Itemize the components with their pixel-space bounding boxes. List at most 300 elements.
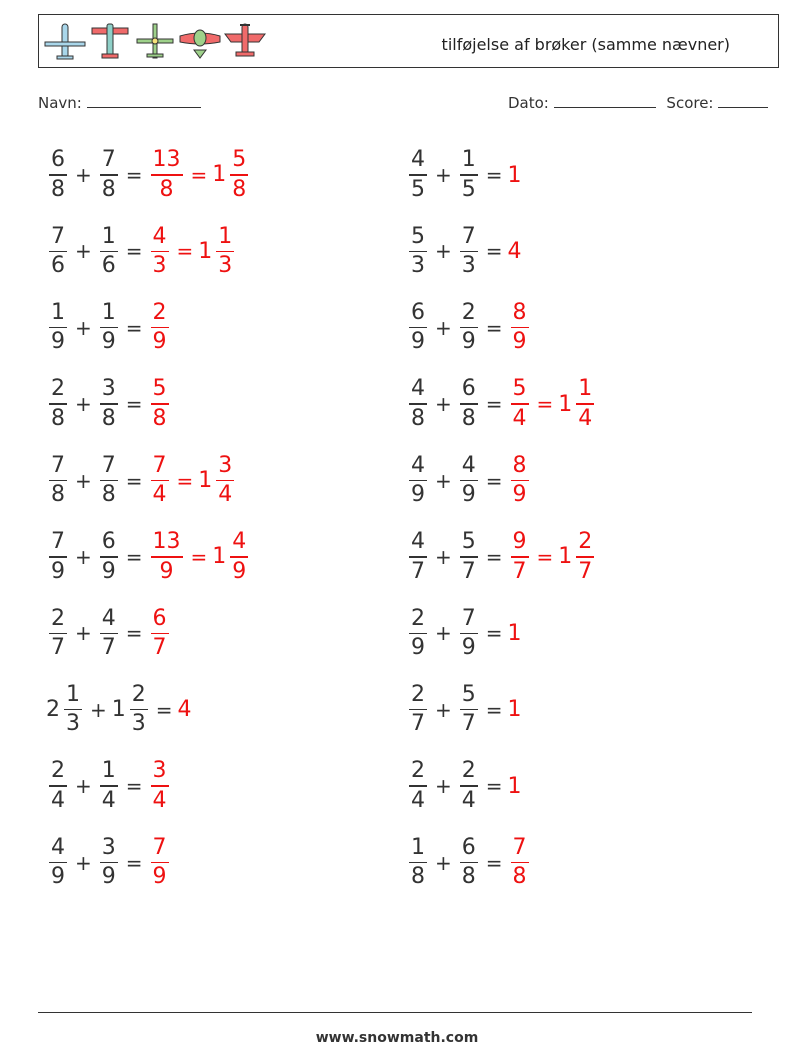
plus-sign: + xyxy=(75,774,92,799)
equals-sign: = xyxy=(485,850,503,875)
fraction xyxy=(460,225,478,278)
fraction xyxy=(49,225,67,278)
fraction-bar xyxy=(100,480,118,481)
fraction-bar xyxy=(409,174,427,175)
numerator: 3 xyxy=(152,758,167,784)
equals-sign: = xyxy=(485,239,503,264)
answer xyxy=(148,301,172,354)
numerator: 2 xyxy=(411,605,425,631)
answer-fraction xyxy=(151,301,169,354)
fraction-bar xyxy=(100,862,118,863)
answer xyxy=(508,774,523,799)
numerator: 6 xyxy=(411,300,425,326)
plus-sign: + xyxy=(435,163,452,187)
plus-sign: + xyxy=(75,468,92,493)
whole-number: 2 xyxy=(46,697,60,723)
plus-sign: + xyxy=(75,545,92,569)
denominator: 9 xyxy=(51,558,65,584)
problem-item xyxy=(406,145,523,205)
numerator: 1 xyxy=(411,834,425,860)
denominator: 9 xyxy=(461,482,476,508)
denominator: 4 xyxy=(152,482,167,508)
fraction xyxy=(49,530,67,583)
numerator: 1 xyxy=(66,682,80,708)
answer xyxy=(508,454,532,507)
denominator: 7 xyxy=(578,558,593,584)
fraction xyxy=(230,530,248,583)
numerator: 9 xyxy=(512,529,527,555)
fraction xyxy=(460,454,478,507)
addend-1 xyxy=(406,530,430,583)
equals-sign: = xyxy=(176,239,194,264)
fraction-bar xyxy=(511,327,529,328)
addend-2 xyxy=(457,377,481,430)
fraction-bar xyxy=(151,862,169,863)
addend-2 xyxy=(112,683,151,736)
numerator: 6 xyxy=(152,605,167,631)
plus-sign: + xyxy=(75,850,92,875)
equals-sign: = xyxy=(485,315,503,340)
denominator: 7 xyxy=(512,558,527,584)
footer-site: www.snowmath.com xyxy=(315,1030,479,1046)
denominator: 4 xyxy=(461,787,476,813)
addend-1 xyxy=(406,836,430,889)
denominator: 7 xyxy=(51,635,65,661)
denominator: 9 xyxy=(152,864,167,890)
fraction-bar xyxy=(151,556,183,557)
fraction xyxy=(49,607,67,660)
answer xyxy=(508,239,523,264)
fraction xyxy=(49,759,67,812)
addend-1 xyxy=(46,759,70,812)
denominator: 9 xyxy=(461,635,476,661)
answer-fraction xyxy=(511,836,529,889)
numerator: 1 xyxy=(101,223,116,249)
fraction-bar xyxy=(216,251,234,252)
answer xyxy=(508,530,598,583)
fraction xyxy=(576,377,594,430)
fraction xyxy=(100,225,118,278)
numerator: 2 xyxy=(131,682,146,708)
answer xyxy=(148,836,172,889)
fraction xyxy=(49,377,67,430)
whole-number: 1 xyxy=(212,162,227,188)
fraction-bar xyxy=(49,480,67,481)
fraction-bar xyxy=(409,785,427,786)
fraction xyxy=(49,454,67,507)
problem-item xyxy=(46,145,251,205)
fraction-bar xyxy=(49,251,67,252)
answer xyxy=(508,377,598,430)
fraction xyxy=(409,225,427,278)
addend-1 xyxy=(46,530,70,583)
numerator: 4 xyxy=(461,452,476,478)
fraction xyxy=(460,607,478,660)
fraction-bar xyxy=(409,327,427,328)
numerator: 4 xyxy=(232,529,247,555)
denominator: 7 xyxy=(101,635,116,661)
answer-fraction xyxy=(151,530,183,583)
numerator: 2 xyxy=(578,529,593,555)
denominator: 4 xyxy=(152,787,167,813)
fraction xyxy=(100,607,118,660)
fraction-bar xyxy=(49,403,67,404)
denominator: 8 xyxy=(152,405,167,431)
denominator: 9 xyxy=(232,558,247,584)
denominator: 6 xyxy=(101,253,116,279)
addend-1 xyxy=(406,377,430,430)
fraction xyxy=(100,148,118,201)
numerator: 4 xyxy=(152,223,167,249)
fraction-bar xyxy=(409,633,427,634)
addend-2 xyxy=(457,836,481,889)
equals-sign: = xyxy=(125,545,143,569)
answer-integer: 4 xyxy=(177,697,192,723)
answer-mixed-number xyxy=(558,530,597,583)
plus-sign: + xyxy=(75,392,92,417)
denominator: 8 xyxy=(232,176,247,202)
denominator: 5 xyxy=(411,176,425,202)
equals-sign: = xyxy=(190,544,208,569)
fraction-bar xyxy=(409,251,427,252)
fraction-bar xyxy=(409,556,427,557)
equals-sign: = xyxy=(125,239,143,264)
fraction-bar xyxy=(460,174,478,175)
answer xyxy=(178,697,193,722)
numerator: 4 xyxy=(411,452,425,478)
date-blank[interactable] xyxy=(554,94,656,108)
answer-fraction xyxy=(151,759,169,812)
numerator: 6 xyxy=(461,376,476,402)
equals-sign: = xyxy=(125,315,143,340)
answer xyxy=(148,377,172,430)
score-label: Score: xyxy=(666,94,714,112)
whole-number: 1 xyxy=(212,544,227,570)
fraction xyxy=(460,836,478,889)
addend-1 xyxy=(46,683,85,736)
numerator: 7 xyxy=(51,452,65,478)
answer-fraction xyxy=(511,530,529,583)
addend-1 xyxy=(46,225,70,278)
fraction-bar xyxy=(100,174,118,175)
numerator: 5 xyxy=(232,147,247,173)
addend-2 xyxy=(457,530,481,583)
answer-fraction xyxy=(511,454,529,507)
fraction xyxy=(100,454,118,507)
numerator: 13 xyxy=(152,529,181,555)
addend-1 xyxy=(46,148,70,201)
denominator: 7 xyxy=(461,711,476,737)
equals-sign: = xyxy=(536,544,554,569)
fraction-bar xyxy=(64,709,82,710)
denominator: 7 xyxy=(152,635,167,661)
problem-item xyxy=(46,451,237,511)
numerator: 8 xyxy=(512,452,527,478)
fraction xyxy=(64,683,82,736)
denominator: 7 xyxy=(411,558,425,584)
denominator: 4 xyxy=(411,787,425,813)
plus-sign: + xyxy=(75,315,92,340)
equals-sign: = xyxy=(485,392,503,417)
fraction-bar xyxy=(151,251,169,252)
denominator: 3 xyxy=(461,253,476,279)
denominator: 4 xyxy=(578,405,593,431)
airplane-icon xyxy=(133,20,177,62)
fraction-bar xyxy=(49,862,67,863)
fraction-bar xyxy=(230,174,248,175)
denominator: 4 xyxy=(101,787,116,813)
equals-sign: = xyxy=(485,163,503,187)
problem-item xyxy=(46,298,172,358)
fraction-bar xyxy=(460,709,478,710)
numerator: 6 xyxy=(461,834,476,860)
numerator: 7 xyxy=(51,223,65,249)
name-field xyxy=(38,94,201,112)
worksheet-title: tilføjelse af brøker (samme nævner) xyxy=(441,35,730,54)
fraction-bar xyxy=(151,633,169,634)
plus-sign: + xyxy=(435,621,452,646)
denominator: 4 xyxy=(512,405,527,431)
fraction-bar xyxy=(511,862,529,863)
denominator: 6 xyxy=(51,253,65,279)
numerator: 6 xyxy=(101,529,116,555)
fraction xyxy=(409,836,427,889)
plus-sign: + xyxy=(435,392,452,417)
denominator: 9 xyxy=(101,329,116,355)
addend-2 xyxy=(457,454,481,507)
answer-integer: 1 xyxy=(507,773,522,799)
equals-sign: = xyxy=(485,774,503,799)
plus-sign: + xyxy=(435,697,452,722)
worksheet-header xyxy=(38,14,779,68)
denominator: 9 xyxy=(411,329,425,355)
answer xyxy=(148,148,252,201)
fraction xyxy=(460,377,478,430)
airplane-icon xyxy=(43,20,87,62)
equals-sign: = xyxy=(536,392,554,417)
plus-sign: + xyxy=(75,239,92,264)
equals-sign: = xyxy=(125,621,143,646)
fraction xyxy=(409,607,427,660)
answer-mixed-number xyxy=(212,530,251,583)
denominator: 4 xyxy=(51,787,65,813)
fraction-bar xyxy=(100,556,118,557)
fraction-bar xyxy=(511,556,529,557)
date-label: Dato: xyxy=(508,94,549,112)
fraction xyxy=(460,301,478,354)
numerator: 1 xyxy=(218,223,233,249)
addend-1 xyxy=(406,759,430,812)
numerator: 13 xyxy=(152,147,181,173)
numerator: 1 xyxy=(51,300,65,326)
whole-number: 1 xyxy=(558,544,573,570)
equals-sign: = xyxy=(155,697,173,722)
fraction-bar xyxy=(151,785,169,786)
fraction xyxy=(216,454,234,507)
answer xyxy=(508,163,523,188)
fraction xyxy=(409,759,427,812)
problem-item xyxy=(46,603,172,663)
numerator: 1 xyxy=(101,758,116,784)
fraction-bar xyxy=(100,785,118,786)
plus-sign: + xyxy=(435,468,452,493)
addend-1 xyxy=(406,225,430,278)
answer xyxy=(508,621,523,646)
fraction-bar xyxy=(409,862,427,863)
plus-sign: + xyxy=(435,545,452,569)
denominator: 9 xyxy=(461,329,476,355)
numerator: 7 xyxy=(152,834,167,860)
numerator: 2 xyxy=(51,376,65,402)
denominator: 7 xyxy=(411,711,425,737)
answer xyxy=(148,607,172,660)
problem-item xyxy=(406,680,523,740)
fraction xyxy=(49,148,67,201)
answer-integer: 1 xyxy=(507,697,522,723)
fraction-bar xyxy=(216,480,234,481)
numerator: 7 xyxy=(51,529,65,555)
denominator: 5 xyxy=(461,176,476,202)
denominator: 3 xyxy=(131,711,146,737)
equals-sign: = xyxy=(485,697,503,722)
numerator: 1 xyxy=(578,376,593,402)
addend-2 xyxy=(457,607,481,660)
fraction xyxy=(49,836,67,889)
plus-sign: + xyxy=(435,239,452,264)
numerator: 2 xyxy=(461,758,476,784)
answer-fraction xyxy=(511,301,529,354)
plus-sign: + xyxy=(435,315,452,340)
fraction-bar xyxy=(460,251,478,252)
whole-number: 1 xyxy=(558,391,573,417)
numerator: 8 xyxy=(512,300,527,326)
fraction-bar xyxy=(460,633,478,634)
numerator: 2 xyxy=(411,758,425,784)
answer-mixed-number xyxy=(212,148,251,201)
plus-sign: + xyxy=(90,697,107,722)
airplane-icon xyxy=(88,20,132,62)
airplane-icon xyxy=(178,20,222,62)
whole-number: 1 xyxy=(111,697,126,723)
addend-2 xyxy=(97,454,121,507)
denominator: 8 xyxy=(101,482,116,508)
denominator: 9 xyxy=(512,329,527,355)
problem-item xyxy=(406,221,523,281)
equals-sign: = xyxy=(125,850,143,875)
numerator: 5 xyxy=(411,223,425,249)
fraction-bar xyxy=(576,403,594,404)
numerator: 5 xyxy=(461,682,476,708)
denominator: 8 xyxy=(51,176,65,202)
addend-2 xyxy=(97,607,121,660)
fraction-bar xyxy=(49,633,67,634)
equals-sign: = xyxy=(176,468,194,493)
answer-integer: 1 xyxy=(507,162,522,188)
fraction xyxy=(460,148,478,201)
numerator: 2 xyxy=(461,300,476,326)
answer-fraction xyxy=(151,454,169,507)
fraction xyxy=(409,530,427,583)
denominator: 9 xyxy=(152,329,167,355)
score-blank[interactable] xyxy=(718,94,768,108)
fraction-bar xyxy=(460,785,478,786)
answer xyxy=(508,301,532,354)
denominator: 8 xyxy=(411,405,425,431)
fraction-bar xyxy=(409,480,427,481)
denominator: 3 xyxy=(66,711,80,737)
numerator: 4 xyxy=(411,376,425,402)
fraction-bar xyxy=(460,480,478,481)
denominator: 8 xyxy=(461,405,476,431)
denominator: 8 xyxy=(101,405,116,431)
denominator: 3 xyxy=(411,253,425,279)
equals-sign: = xyxy=(485,621,503,646)
numerator: 4 xyxy=(51,834,65,860)
fraction xyxy=(100,836,118,889)
fraction xyxy=(100,377,118,430)
addend-1 xyxy=(46,301,70,354)
answer xyxy=(148,225,238,278)
fraction xyxy=(460,530,478,583)
fraction-bar xyxy=(409,709,427,710)
fraction-bar xyxy=(576,556,594,557)
equals-sign: = xyxy=(485,545,503,569)
denominator: 3 xyxy=(218,253,233,279)
answer-fraction xyxy=(151,836,169,889)
fraction-bar xyxy=(230,556,248,557)
numerator: 5 xyxy=(152,376,167,402)
numerator: 5 xyxy=(512,376,527,402)
plane-icons xyxy=(43,19,268,63)
fraction xyxy=(130,683,148,736)
numerator: 2 xyxy=(152,300,167,326)
denominator: 9 xyxy=(512,482,527,508)
numerator: 7 xyxy=(101,452,116,478)
numerator: 6 xyxy=(51,147,65,173)
equals-sign: = xyxy=(125,163,143,187)
denominator: 8 xyxy=(51,482,65,508)
problem-item xyxy=(406,451,532,511)
denominator: 4 xyxy=(218,482,233,508)
answer-fraction xyxy=(151,377,169,430)
name-blank[interactable] xyxy=(87,94,201,108)
plus-sign: + xyxy=(75,163,92,187)
numerator: 2 xyxy=(51,605,65,631)
numerator: 3 xyxy=(101,834,116,860)
equals-sign: = xyxy=(125,392,143,417)
addend-1 xyxy=(46,454,70,507)
airplane-icon xyxy=(223,20,267,62)
fraction xyxy=(460,683,478,736)
fraction-bar xyxy=(100,327,118,328)
fraction-bar xyxy=(460,327,478,328)
denominator: 9 xyxy=(101,864,116,890)
denominator: 9 xyxy=(411,482,425,508)
problem-item xyxy=(406,374,597,434)
answer-fraction xyxy=(151,607,169,660)
numerator: 7 xyxy=(461,605,476,631)
addend-2 xyxy=(457,148,481,201)
fraction xyxy=(409,454,427,507)
numerator: 4 xyxy=(101,605,116,631)
fraction-bar xyxy=(130,709,148,710)
denominator: 8 xyxy=(51,405,65,431)
addend-2 xyxy=(97,301,121,354)
fraction-bar xyxy=(49,174,67,175)
fraction xyxy=(216,225,234,278)
fraction xyxy=(409,301,427,354)
problem-item xyxy=(46,680,193,740)
